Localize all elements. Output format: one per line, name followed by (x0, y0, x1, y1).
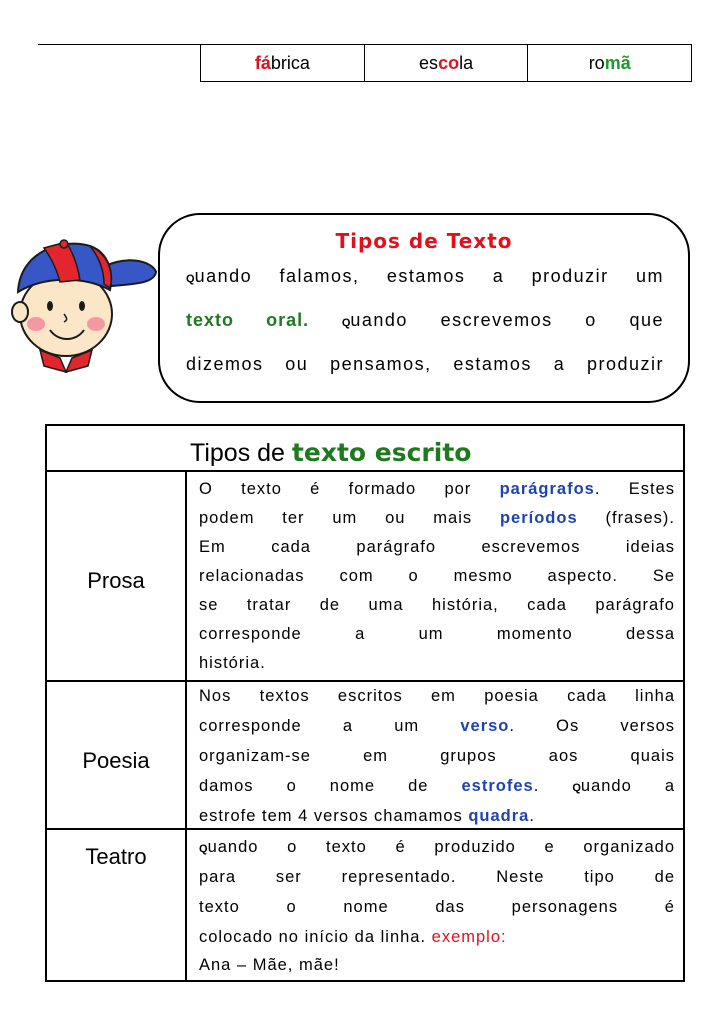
row-label-teatro: Teatro (85, 844, 147, 869)
row-label-poesia: Poesia (82, 748, 150, 773)
syllable-cell-escola: escola (364, 45, 528, 82)
prosa-line-5: se tratar de uma história, cada parágrafo (199, 596, 675, 614)
poesia-line-5: estrofe tem 4 versos chamamos quadra. (199, 807, 535, 825)
syllable-cell-fabrica: fábrica (201, 45, 365, 82)
prosa-line-1: O texto é formado por parágrafos. Estes (199, 480, 675, 498)
poesia-line-2: corresponde a um verso. Os versos (199, 717, 676, 735)
poesia-line-4: damos o nome de estrofes. Quando a (199, 777, 675, 795)
table-title: Tipos de texto escrito (190, 438, 472, 467)
prosa-line-6: corresponde a um momento dessa (199, 625, 675, 643)
row-divider (47, 470, 683, 472)
bubble-title: Tipos de Texto (335, 229, 513, 253)
speech-bubble (158, 213, 690, 403)
teatro-line-2: para ser representado. Neste tipo de (199, 868, 675, 886)
teatro-line-3: texto o nome das personagens é (199, 898, 675, 916)
prosa-line-2: podem ter um ou mais períodos (frases). (199, 509, 675, 527)
poesia-line-3: organizam-se em grupos aos quais (199, 747, 675, 765)
boy-cartoon-illustration (4, 232, 164, 382)
syllable-table (200, 44, 692, 82)
prosa-line-4: relacionadas com o mesmo aspecto. Se (199, 567, 675, 585)
syllable-cell-roma: romã (528, 45, 692, 82)
row-divider (47, 680, 683, 682)
text-types-table (45, 424, 685, 982)
teatro-line-5: Ana – Mãe, mãe! (199, 956, 340, 974)
bubble-line-1: Quando falamos, estamos a produzir um (186, 266, 664, 286)
prosa-line-7: história. (199, 654, 266, 672)
teatro-line-4: colocado no início da linha. exemplo: (199, 928, 507, 946)
row-label-prosa: Prosa (87, 568, 145, 593)
poesia-line-1: Nos textos escritos em poesia cada linha (199, 687, 675, 705)
prosa-line-3: Em cada parágrafo escrevemos ideias (199, 538, 675, 556)
column-divider (185, 470, 187, 980)
row-divider (47, 828, 683, 830)
bubble-line-3: dizemos ou pensamos, estamos a produzir (186, 354, 664, 374)
top-rule (38, 44, 200, 45)
teatro-line-1: Quando o texto é produzido e organizado (199, 838, 675, 856)
bubble-line-2: texto oral. Quando escrevemos o que (186, 310, 664, 330)
